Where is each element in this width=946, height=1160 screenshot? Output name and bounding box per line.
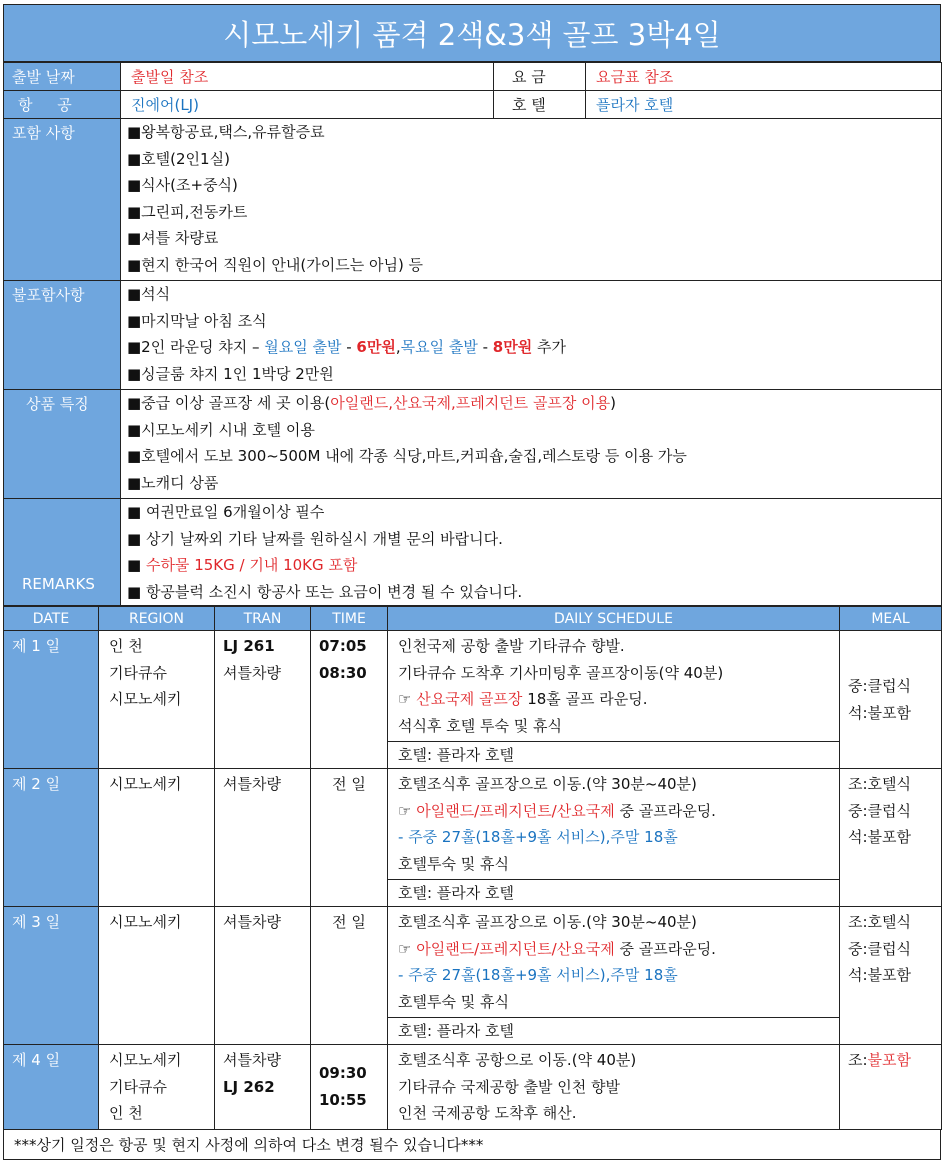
schedule-line: 인천 국제공항 도착후 해산.: [398, 1104, 577, 1122]
excluded-item: ■마지막날 아침 조식: [127, 311, 267, 330]
meal: 석:불포함: [848, 966, 912, 984]
time: 09:30: [319, 1064, 367, 1083]
tran-cell: [215, 907, 311, 1045]
schedule-line-golf: [398, 798, 829, 825]
charge-text: ■2인 라운딩 챠지 –: [127, 338, 265, 356]
excluded-item-rounding-charge: [127, 334, 935, 361]
meal-cell: [840, 769, 942, 907]
bullet: ■: [127, 556, 146, 574]
time: 전 일: [332, 913, 366, 931]
hotel-label: 호 텔: [494, 91, 586, 119]
round-text: 중 골프라운딩.: [614, 801, 716, 820]
meal-cell: [840, 907, 942, 1045]
price-label: 요 금: [494, 63, 586, 91]
day-label: 제 4 일: [4, 1045, 99, 1130]
pointer-icon: ☞: [398, 801, 417, 820]
meal: [848, 1047, 933, 1074]
footer-note: ***상기 일정은 항공 및 현지 사정에 의하여 다소 변경 될수 있습니다***: [3, 1130, 941, 1160]
region: 기타큐슈: [109, 1077, 167, 1096]
airline-label-text: 항 공: [18, 96, 82, 114]
schedule-table: [3, 606, 942, 1130]
monday-charge: 6만원: [356, 338, 396, 356]
day-label: 제 3 일: [4, 907, 99, 1045]
info-table: [3, 62, 942, 606]
meal: 중:클럽식: [848, 801, 912, 820]
schedule-line-golf: [398, 686, 829, 713]
hotel-line: 호텔: 플라자 호텔: [388, 879, 839, 906]
schedule-line: 호텔조식후 골프장으로 이동.(약 30분~40분): [398, 775, 697, 793]
header-date: DATE: [4, 607, 99, 631]
time: 10:55: [319, 1090, 367, 1109]
included-item: ■현지 한국어 직원이 안내(가이드는 아님) 등: [127, 255, 424, 274]
region: 시모노세키: [109, 775, 182, 793]
time-cell: [311, 769, 388, 907]
holes-info: 주중 27홀(18홀+9홀 서비스),주말 18홀: [408, 828, 678, 846]
region-cell: [99, 631, 215, 769]
time-cell: [311, 1045, 388, 1130]
dash: -: [398, 966, 409, 984]
course-names: 아일랜드/프레지던트/산요국제: [416, 939, 615, 958]
thursday-charge: 8만원: [492, 338, 533, 356]
dash: -: [341, 338, 357, 356]
region-cell: [99, 769, 215, 907]
time: 07:05: [319, 637, 367, 655]
excluded-item: ■싱글룸 챠지 1인 1박당 2만원: [127, 364, 334, 383]
remarks-label: REMARKS: [4, 499, 121, 606]
day-label: 제 2 일: [4, 769, 99, 907]
remark-item: ■ 상기 날짜외 기타 날짜를 원하실시 개별 문의 바랍니다.: [127, 529, 503, 548]
feature-item-courses: [127, 390, 935, 417]
schedule-line: 기타큐슈 도착후 기사미팅후 골프장이동(약 40분): [398, 663, 724, 682]
airline-label: [4, 91, 121, 119]
meal: 석:불포함: [848, 828, 912, 846]
airline-value: 진에어(LJ): [121, 91, 494, 119]
round-text: 중 골프라운딩.: [614, 939, 716, 958]
header-meal: MEAL: [840, 607, 942, 631]
remark-item: ■ 항공블럭 소진시 항공사 또는 요금이 변경 될 수 있습니다.: [127, 582, 523, 601]
transport: 셔틀차량: [223, 1051, 281, 1069]
header-daily-schedule: DAILY SCHEDULE: [388, 607, 840, 631]
schedule-line-holes: [398, 824, 829, 851]
transport: 셔틀차량: [223, 663, 281, 682]
daily-schedule-cell: [388, 907, 840, 1045]
excluded-list: [121, 281, 942, 390]
feature-item: ■노캐디 상품: [127, 473, 219, 492]
meal: 조:호텔식: [848, 775, 912, 793]
header-region: REGION: [99, 607, 215, 631]
included-item: ■셔틀 차량료: [127, 229, 219, 247]
day-label: 제 1 일: [4, 631, 99, 769]
meal-cell: [840, 1045, 942, 1130]
included-item: ■왕복항공료,택스,유류할증료: [127, 123, 325, 141]
included-item: ■식사(조+중식): [127, 176, 238, 194]
course-names: 아일랜드,산요국제,프레지던트 골프장 이용: [330, 394, 611, 412]
dash: -: [477, 338, 493, 356]
region: 기타큐슈: [109, 663, 167, 682]
thursday-departure: 목요일 출발: [400, 338, 478, 356]
meal-not-included: 불포함: [867, 1051, 912, 1069]
region: 인 천: [109, 1104, 143, 1122]
included-item: ■그린피,전동카트: [127, 202, 248, 221]
schedule-row-day4: [4, 1045, 942, 1130]
region: 인 천: [109, 637, 143, 655]
meal: 중:클럽식: [848, 677, 912, 695]
tran-cell: [215, 1045, 311, 1130]
feature-text-end: ): [610, 394, 617, 412]
hotel-line: 호텔: 플라자 호텔: [388, 1017, 839, 1044]
included-list: [121, 119, 942, 281]
region: 시모노세키: [109, 690, 182, 708]
schedule-line: 기타큐슈 국제공항 출발 인천 향발: [398, 1077, 620, 1096]
features-label: 상품 특징: [4, 390, 121, 499]
schedule-line: 인천국제 공항 출발 기타큐슈 향발.: [398, 637, 625, 655]
monday-departure: 월요일 출발: [264, 338, 342, 356]
excluded-label: 불포함사항: [4, 281, 121, 390]
departure-label: 출발 날짜: [4, 63, 121, 91]
feature-text: ■중급 이상 골프장 세 곳 이용(: [127, 394, 331, 412]
price-value: 요금표 참조: [586, 63, 942, 91]
course-names: 아일랜드/프레지던트/산요국제: [416, 801, 615, 820]
meal: 석:불포함: [848, 703, 912, 722]
transport: 셔틀차량: [223, 775, 281, 793]
flight: LJ 262: [223, 1077, 275, 1096]
schedule-row-day1: [4, 631, 942, 769]
itinerary-page: [3, 4, 941, 1160]
included-item: ■호텔(2인1실): [127, 149, 230, 168]
dash: -: [398, 828, 409, 846]
region-cell: [99, 1045, 215, 1130]
region: 시모노세키: [109, 913, 182, 931]
extra-text: 추가: [532, 338, 566, 356]
schedule-line-holes: [398, 962, 829, 989]
remark-item: ■ 여권만료일 6개월이상 필수: [127, 503, 325, 521]
time-cell: [311, 631, 388, 769]
meal-prefix: 조:: [848, 1051, 868, 1069]
holes-info: 주중 27홀(18홀+9홀 서비스),주말 18홀: [408, 966, 678, 984]
features-list: [121, 390, 942, 499]
comma: ,: [395, 338, 401, 356]
region: 시모노세키: [109, 1051, 182, 1069]
time-cell: [311, 907, 388, 1045]
header-time: TIME: [311, 607, 388, 631]
schedule-line-golf: [398, 936, 829, 963]
time: 전 일: [332, 775, 366, 793]
schedule-line: 호텔조식후 골프장으로 이동.(약 30분~40분): [398, 913, 697, 931]
included-label: 포함 사항: [4, 119, 121, 281]
tran-cell: [215, 631, 311, 769]
page-title: 시모노세키 품격 2색&3색 골프 3박4일: [3, 4, 941, 62]
remarks-list: [121, 499, 942, 606]
daily-schedule-cell: [388, 1045, 840, 1130]
schedule-line: 석식후 호텔 투숙 및 휴식: [398, 716, 562, 735]
pointer-icon: ☞: [398, 690, 417, 708]
course-name: 산요국제 골프장: [416, 690, 523, 708]
tran-cell: [215, 769, 311, 907]
meal: 조:호텔식: [848, 913, 912, 931]
meal: 중:클럽식: [848, 939, 912, 958]
schedule-line: 호텔조식후 공항으로 이동.(약 40분): [398, 1051, 637, 1069]
pointer-icon: ☞: [398, 939, 417, 958]
meal-cell: [840, 631, 942, 769]
feature-item: ■시모노세키 시내 호텔 이용: [127, 420, 315, 439]
daily-schedule-cell: [388, 769, 840, 907]
schedule-line: 호텔투숙 및 휴식: [398, 854, 509, 873]
schedule-row-day3: [4, 907, 942, 1045]
header-tran: TRAN: [215, 607, 311, 631]
remark-item-baggage: [127, 552, 935, 579]
excluded-item: ■석식: [127, 285, 171, 303]
schedule-row-day2: [4, 769, 942, 907]
hotel-line: 호텔: 플라자 호텔: [388, 741, 839, 768]
flight: LJ 261: [223, 637, 275, 655]
hotel-value: 플라자 호텔: [586, 91, 942, 119]
round-text: 18홀 골프 라운딩.: [522, 690, 648, 708]
feature-item: ■호텔에서 도보 300~500M 내에 각종 식당,마트,커피숍,술집,레스토랑 등 이용 가능: [127, 447, 687, 465]
baggage-allowance: 수하물 15KG / 기내 10KG 포함: [145, 556, 358, 574]
time: 08:30: [319, 663, 367, 682]
region-cell: [99, 907, 215, 1045]
daily-schedule-cell: [388, 631, 840, 769]
transport: 셔틀차량: [223, 913, 281, 931]
departure-value: 출발일 참조: [121, 63, 494, 91]
schedule-line: 호텔투숙 및 휴식: [398, 992, 509, 1011]
